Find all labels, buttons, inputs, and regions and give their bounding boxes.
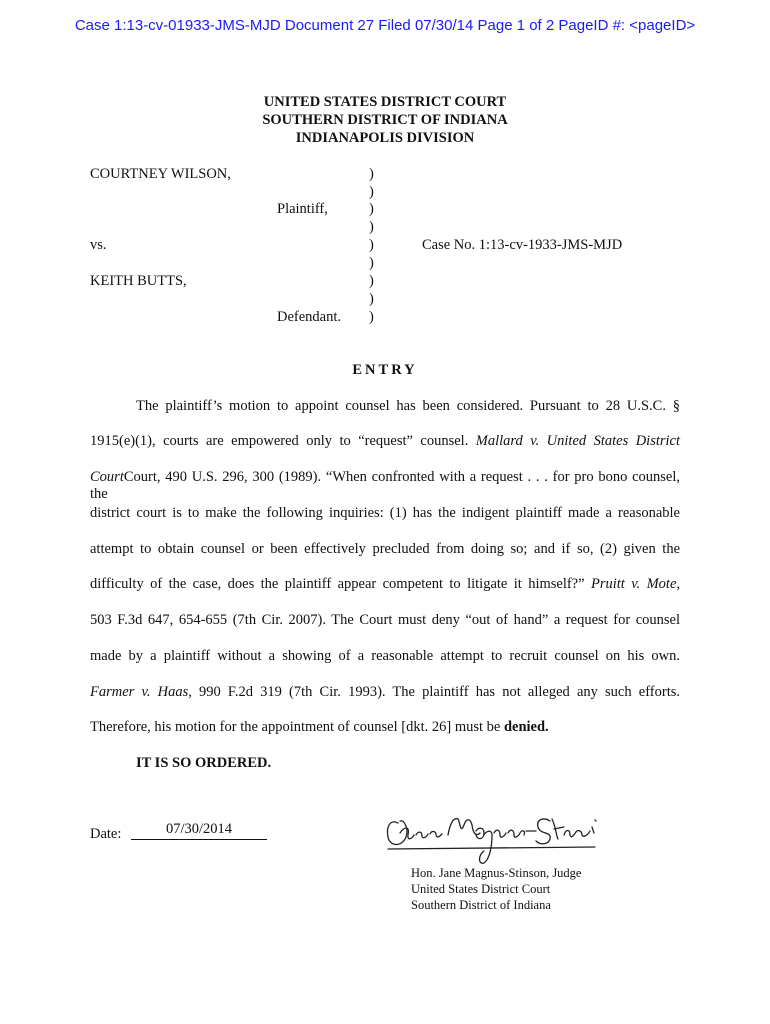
body-line: Farmer v. Haas, 990 F.2d 319 (7th Cir. 1993). The plaintiff has not alleged any such efforts. (90, 684, 680, 700)
caption-paren: ) (369, 237, 374, 253)
case-citation: Farmer v. Haas (90, 684, 189, 700)
caption-paren: ) (369, 255, 374, 271)
so-ordered: IT IS SO ORDERED. (136, 755, 272, 771)
body-line: CourtCourt, 490 U.S. 296, 300 (1989). “When confronted with a request . . . for pro bono counsel, the (90, 469, 680, 502)
body-line: 503 F.3d 647, 654-655 (7th Cir. 2007). The Court must deny “out of hand” a request for counsel (90, 612, 680, 628)
caption-paren: ) (369, 273, 374, 289)
case-number: Case No. 1:13-cv-1933-JMS-MJD (422, 237, 623, 253)
body-line: difficulty of the case, does the plaintiff appear competent to litigate it himself?” Pruitt v. Mote, (90, 576, 681, 592)
case-citation: Mallard v. United States District (475, 433, 681, 449)
ruling-word: denied. (503, 719, 549, 735)
case-citation: Court (90, 469, 124, 485)
caption-paren: ) (369, 219, 374, 235)
filing-header-stamp: Case 1:13-cv-01933-JMS-MJD Document 27 Filed 07/30/14 Page 1 of 2 PageID #: <pageID> (74, 17, 696, 34)
plaintiff-name: COURTNEY WILSON, (90, 166, 231, 182)
body-line: made by a plaintiff without a showing of a reasonable attempt to recruit counsel on his own. (90, 648, 680, 664)
case-citation: Pruitt v. Mote (590, 576, 677, 592)
body-line: district court is to make the following inquiries: (1) has the indigent plaintiff made a reasonable (90, 505, 680, 521)
caption-paren: ) (369, 291, 374, 307)
defendant-name: KEITH BUTTS, (90, 273, 187, 289)
court-district: SOUTHERN DISTRICT OF INDIANA (262, 112, 508, 128)
defendant-role: Defendant. (277, 309, 342, 325)
date-value: 07/30/2014 (131, 821, 267, 840)
entry-title: ENTRY (352, 362, 418, 378)
judge-court: United States District Court (411, 882, 551, 896)
court-division: INDIANAPOLIS DIVISION (295, 130, 475, 146)
body-line: attempt to obtain counsel or been effectively precluded from doing so; and if so, (2) given the (90, 541, 680, 557)
caption-paren: ) (369, 184, 374, 200)
judge-district: Southern District of Indiana (411, 898, 551, 912)
body-line: 1915(e)(1), courts are empowered only to “request” counsel. Mallard v. United States District (90, 433, 681, 449)
date-label: Date: (90, 826, 122, 842)
court-name: UNITED STATES DISTRICT COURT (263, 94, 507, 110)
caption-paren: ) (369, 201, 374, 217)
judge-name: Hon. Jane Magnus-Stinson, Judge (411, 866, 582, 880)
versus-label: vs. (90, 237, 107, 253)
body-line: Therefore, his motion for the appointment of counsel [dkt. 26] must be denied. (90, 719, 549, 735)
body-line: The plaintiff’s motion to appoint counsel has been considered. Pursuant to 28 U.S.C. § (136, 398, 680, 414)
judge-signature (380, 805, 610, 867)
plaintiff-role: Plaintiff, (277, 201, 328, 217)
caption-paren: ) (369, 166, 374, 182)
caption-paren: ) (369, 309, 374, 325)
